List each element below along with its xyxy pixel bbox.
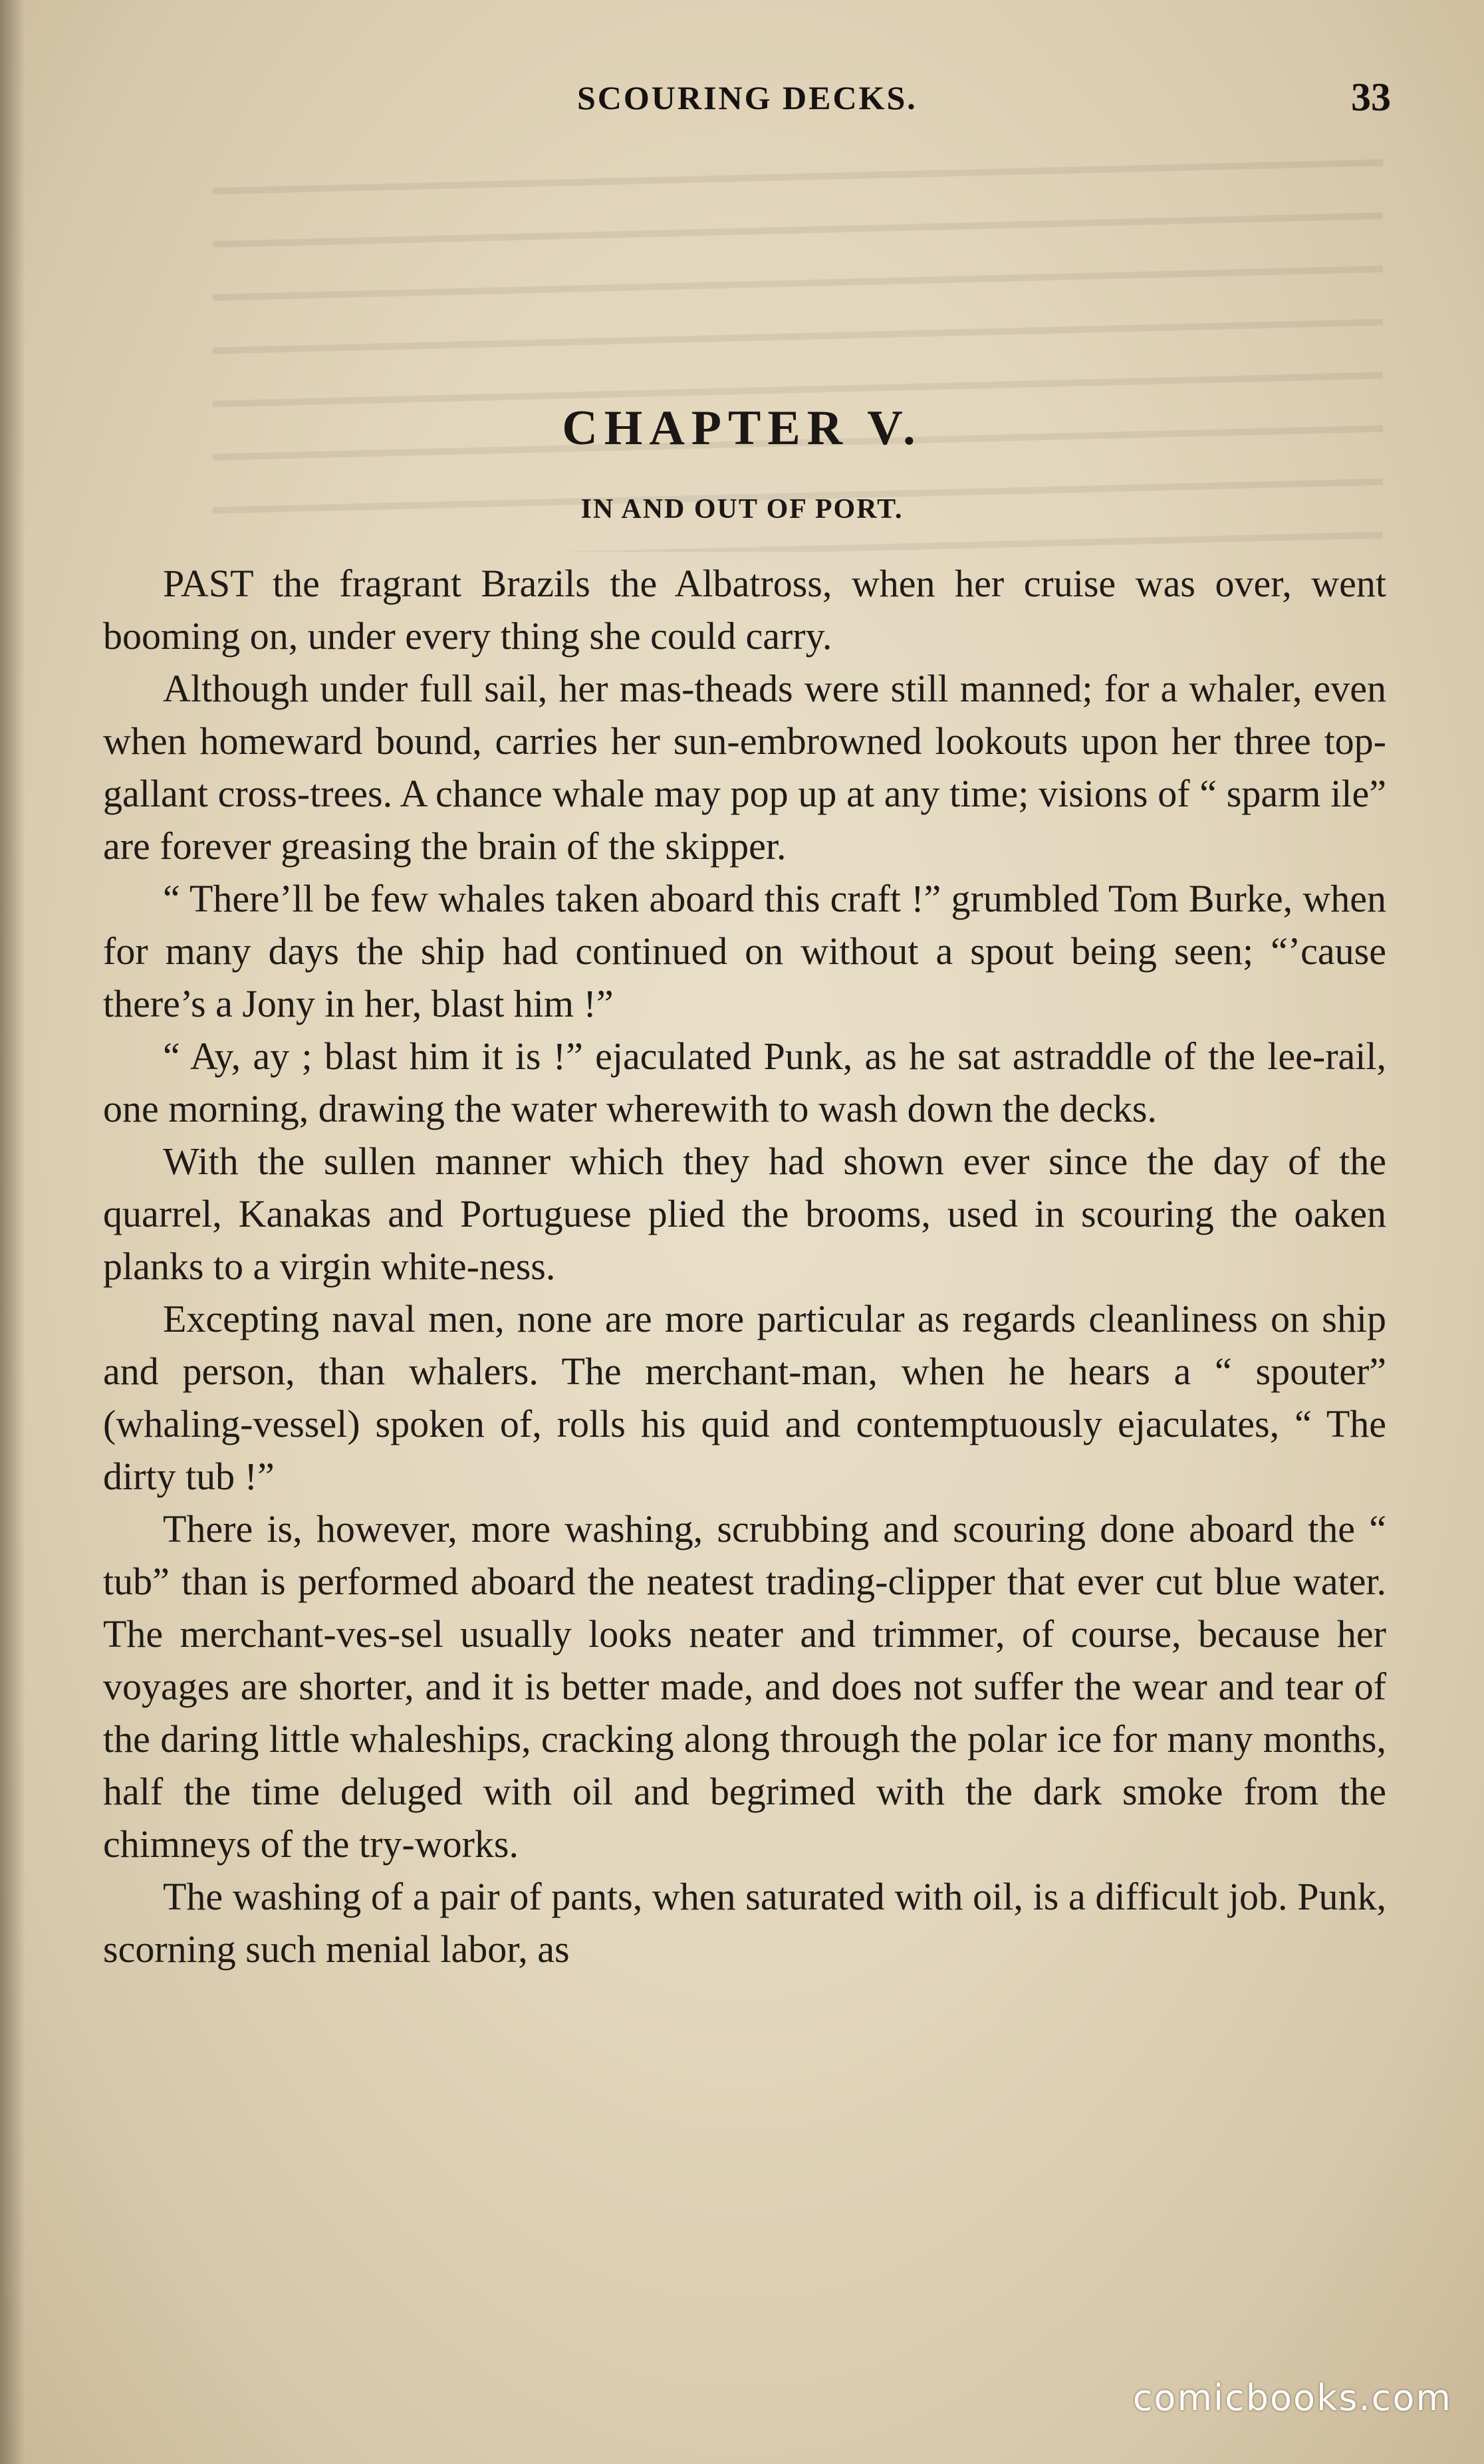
paragraph-6: Excepting naval men, none are more particular as regards cleanliness on ship and person, than whalers. The merchant-man, when he hears a “ spouter” (whaling-vessel) spoken of, rolls his quid and contemptuously ejaculates, “ The dirty tub !” <box>103 1297 1386 1498</box>
paragraph-1: PAST the fragrant Brazils the Albatross, when her cruise was over, went booming on, under every thing she could carry. <box>103 562 1386 658</box>
page-gutter-shadow <box>0 0 25 2464</box>
page-number: 33 <box>1351 75 1391 119</box>
chapter-subtitle: IN AND OUT OF PORT. <box>580 494 904 525</box>
paragraph-8: The washing of a pair of pants, when saturated with oil, is a difficult job. Punk, scorning such menial labor, as <box>103 1875 1386 1971</box>
body-text <box>103 557 1386 1975</box>
paragraph-3: “ There’ll be few whales taken aboard this craft !” grumbled Tom Burke, when for many days the ship had continued on without a spout being seen; “’cause there’s a Jony in her, blast him !” <box>103 877 1386 1025</box>
paragraph-4: “ Ay, ay ; blast him it is !” ejaculated Punk, as he sat astraddle of the lee-rail, one morning, drawing the water wherewith to wash down the decks. <box>103 1035 1386 1130</box>
running-head <box>0 75 1484 132</box>
paragraph-2: Although under full sail, her mas-theads were still manned; for a whaler, even when homeward bound, carries her sun-embrowned lookouts upon her three top-gallant cross-trees. A chance whale may pop up at any time; visions of “ sparm ile” are forever greasing the brain of the skipper. <box>103 667 1386 868</box>
paragraph-7: There is, however, more washing, scrubbing and scouring done aboard the “ tub” than is performed aboard the neatest trading-clipper that ever cut blue water. The merchant-ves-sel usually looks neater and trimmer, of course, because her voyages are shorter, and it is better made, and does not suffer the wear and tear of the daring little whaleships, cracking along through the polar ice for many months, half the time deluged with oil and begrimed with the dark smoke from the chimneys of the try-works. <box>103 1507 1386 1866</box>
running-title: SCOURING DECKS. <box>577 79 918 116</box>
paragraph-5: With the sullen manner which they had shown ever since the day of the quarrel, Kanakas and Portuguese plied the brooms, used in scouring the oaken planks to a virgin white-ness. <box>103 1140 1386 1288</box>
chapter-title: CHAPTER V. <box>562 401 922 455</box>
show-through-text <box>213 153 1383 552</box>
watermark: comicbooks.com <box>1132 2377 1452 2419</box>
